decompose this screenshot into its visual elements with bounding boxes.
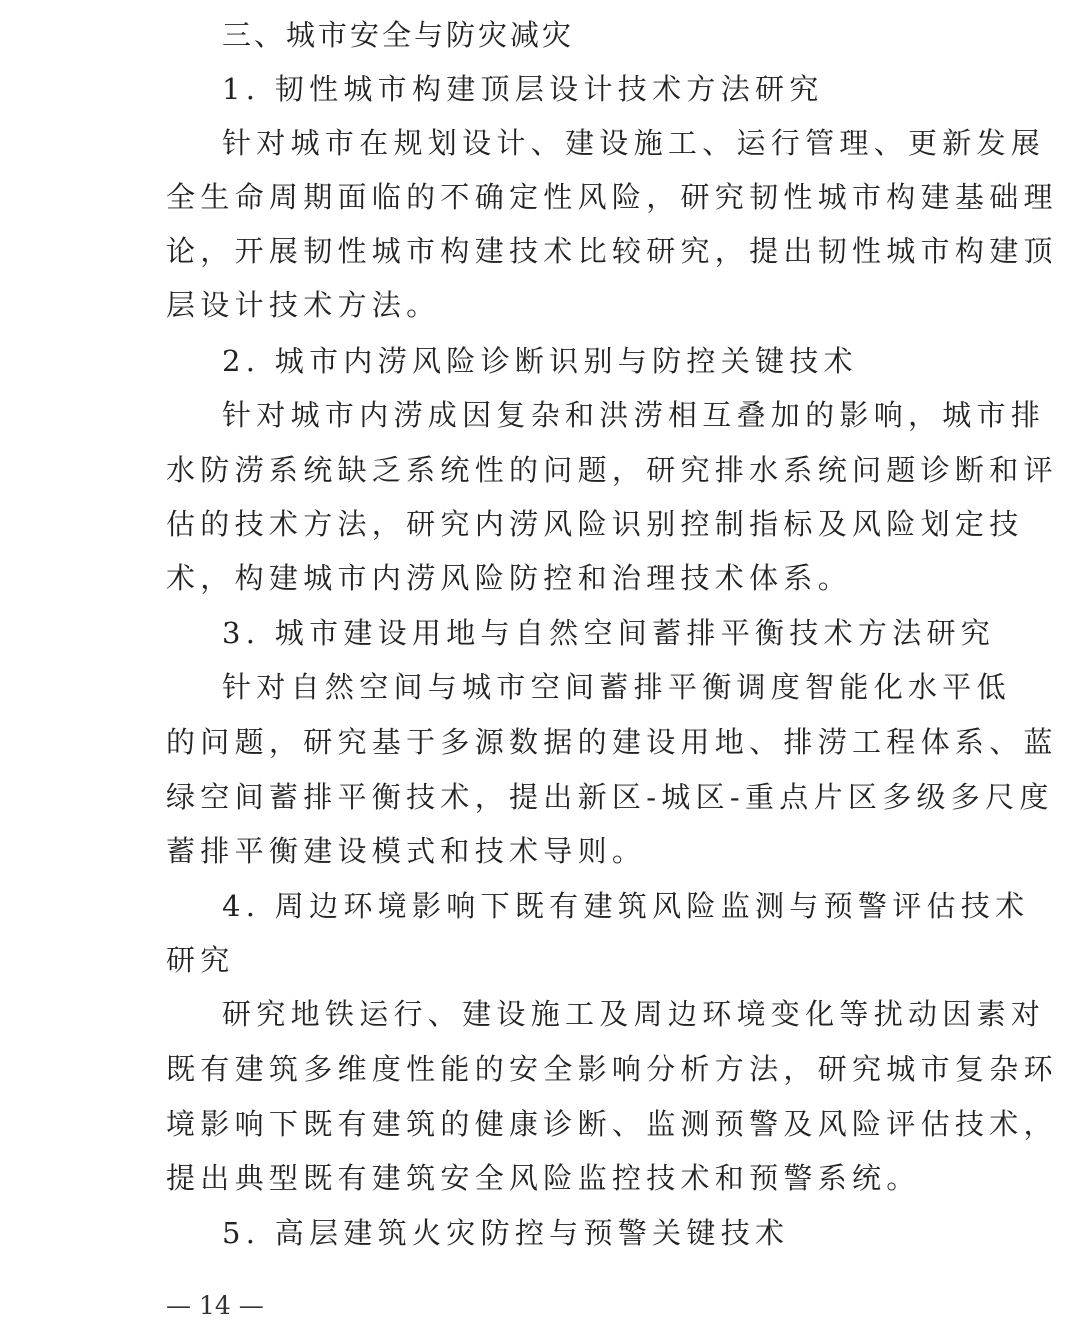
item-5-title: 5. 高层建筑火灾防控与预警关键技术 — [222, 1216, 790, 1250]
item-1-title: 1. 韧性城市构建顶层设计技术方法研究 — [222, 72, 824, 106]
section-heading: 三、城市安全与防灾减灾 — [222, 18, 575, 52]
item-2-body-line-4: 术，构建城市内涝风险防控和治理技术体系。 — [166, 561, 853, 595]
item-1-body-line-2: 全生命周期面临的不确定性风险，研究韧性城市构建基础理 — [166, 180, 1058, 214]
item-2-body-line-1: 针对城市内涝成因复杂和洪涝相互叠加的影响，城市排 — [222, 398, 1046, 432]
item-4-body-line-3: 境影响下既有建筑的健康诊断、监测预警及风险评估技术， — [166, 1107, 1058, 1141]
item-4-title-line-1: 4. 周边环境影响下既有建筑风险监测与预警评估技术 — [222, 889, 1030, 923]
page-number: — 14 — — [166, 1291, 264, 1320]
item-3-body-line-4: 蓄排平衡建设模式和技术导则。 — [166, 834, 647, 868]
item-3-body-line-3: 绿空间蓄排平衡技术，提出新区-城区-重点片区多级多尺度 — [166, 780, 1054, 814]
item-2-title: 2. 城市内涝风险诊断识别与防控关键技术 — [222, 344, 858, 378]
item-2-body-line-2: 水防涝系统缺乏系统性的问题，研究排水系统问题诊断和评 — [166, 453, 1058, 487]
item-4-body-line-2: 既有建筑多维度性能的安全影响分析方法，研究城市复杂环 — [166, 1052, 1058, 1086]
item-3-body-line-1: 针对自然空间与城市空间蓄排平衡调度智能化水平低 — [222, 670, 1011, 704]
item-4-body-line-4: 提出典型既有建筑安全风险监控技术和预警系统。 — [166, 1161, 921, 1195]
item-1-body-line-3: 论，开展韧性城市构建技术比较研究，提出韧性城市构建顶 — [166, 234, 1058, 268]
item-1-body-line-1: 针对城市在规划设计、建设施工、运行管理、更新发展 — [222, 126, 1046, 160]
item-1-body-line-4: 层设计技术方法。 — [166, 288, 441, 322]
item-3-body-line-2: 的问题，研究基于多源数据的建设用地、排涝工程体系、蓝 — [166, 725, 1058, 759]
item-4-title-line-2: 研究 — [166, 943, 235, 977]
item-2-body-line-3: 估的技术方法，研究内涝风险识别控制指标及风险划定技 — [166, 507, 1024, 541]
item-3-title: 3. 城市建设用地与自然空间蓄排平衡技术方法研究 — [222, 616, 996, 650]
item-4-body-line-1: 研究地铁运行、建设施工及周边环境变化等扰动因素对 — [222, 997, 1046, 1031]
